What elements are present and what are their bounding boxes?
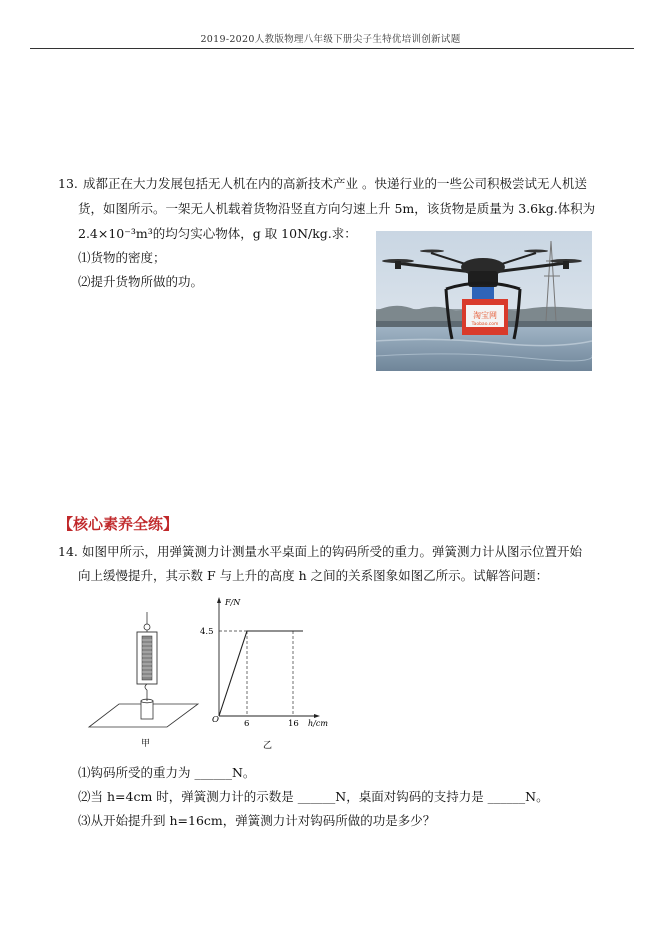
box-sign-subtext: Taobao.com bbox=[471, 322, 499, 327]
y-axis-label: F/N bbox=[225, 598, 241, 607]
y-tick-label: 4.5 bbox=[200, 627, 214, 637]
question-14-line-1: 如图甲所示，用弹簧测力计测量水平桌面上的钩码所受的重力。弹簧测力计从图示位置开始 bbox=[82, 544, 583, 559]
question-14-sub-1: ⑴钩码所受的重力为 ______N。 bbox=[78, 765, 256, 780]
question-13-number: 13. bbox=[58, 176, 78, 191]
figure-label-left: 甲 bbox=[141, 739, 151, 749]
force-height-graph bbox=[200, 597, 328, 729]
question-13-sub-2: ⑵提升货物所做的功。 bbox=[78, 274, 204, 289]
question-14-sub-2: ⑵当 h=4cm 时，弹簧测力计的示数是 ______N，桌面对钩码的支持力是 ______N。 bbox=[78, 789, 549, 804]
question-14-sub-3: ⑶从开始提升到 h=16cm，弹簧测力计对钩码所做的功是多少？ bbox=[78, 813, 436, 828]
question-13-line-3: 2.4×10⁻³m³的均匀实心物体，g 取 10N/kg.求： bbox=[78, 226, 357, 241]
x-tick-6: 6 bbox=[244, 719, 250, 729]
figure-label-right: 乙 bbox=[263, 741, 273, 750]
question-14-number: 14. bbox=[58, 544, 78, 559]
drone-image bbox=[376, 231, 592, 371]
question-13-sub-1: ⑴货物的密度； bbox=[78, 250, 166, 265]
x-tick-16: 16 bbox=[288, 719, 299, 729]
header-title: 2019-2020人教版物理八年级下册尖子生特优培训创新试题 bbox=[200, 34, 461, 45]
drone-photo bbox=[376, 231, 592, 371]
spring-scale-illustration bbox=[89, 612, 198, 727]
question-14-line-2: 向上缓慢提升，其示数 F 与上升的高度 h 之间的关系图象如图乙所示。试解答问题： bbox=[78, 568, 549, 583]
origin-label: O bbox=[212, 715, 219, 725]
x-axis-label: h/cm bbox=[308, 719, 328, 728]
header-divider bbox=[30, 48, 634, 49]
section-title: 【核心素养全练】 bbox=[58, 515, 179, 533]
question-13-line-2: 货，如图所示。一架无人机载着货物沿竖直方向匀速上升 5m，该货物是质量为 3.6kg.体积为 bbox=[78, 201, 596, 216]
question-14-figure bbox=[85, 594, 345, 750]
question-13-line-1: 成都正在大力发展包括无人机在内的高新技术产业 。快递行业的一些公司积极尝试无人机送 bbox=[83, 176, 587, 191]
box-sign-text: 淘宝网 bbox=[473, 311, 497, 320]
